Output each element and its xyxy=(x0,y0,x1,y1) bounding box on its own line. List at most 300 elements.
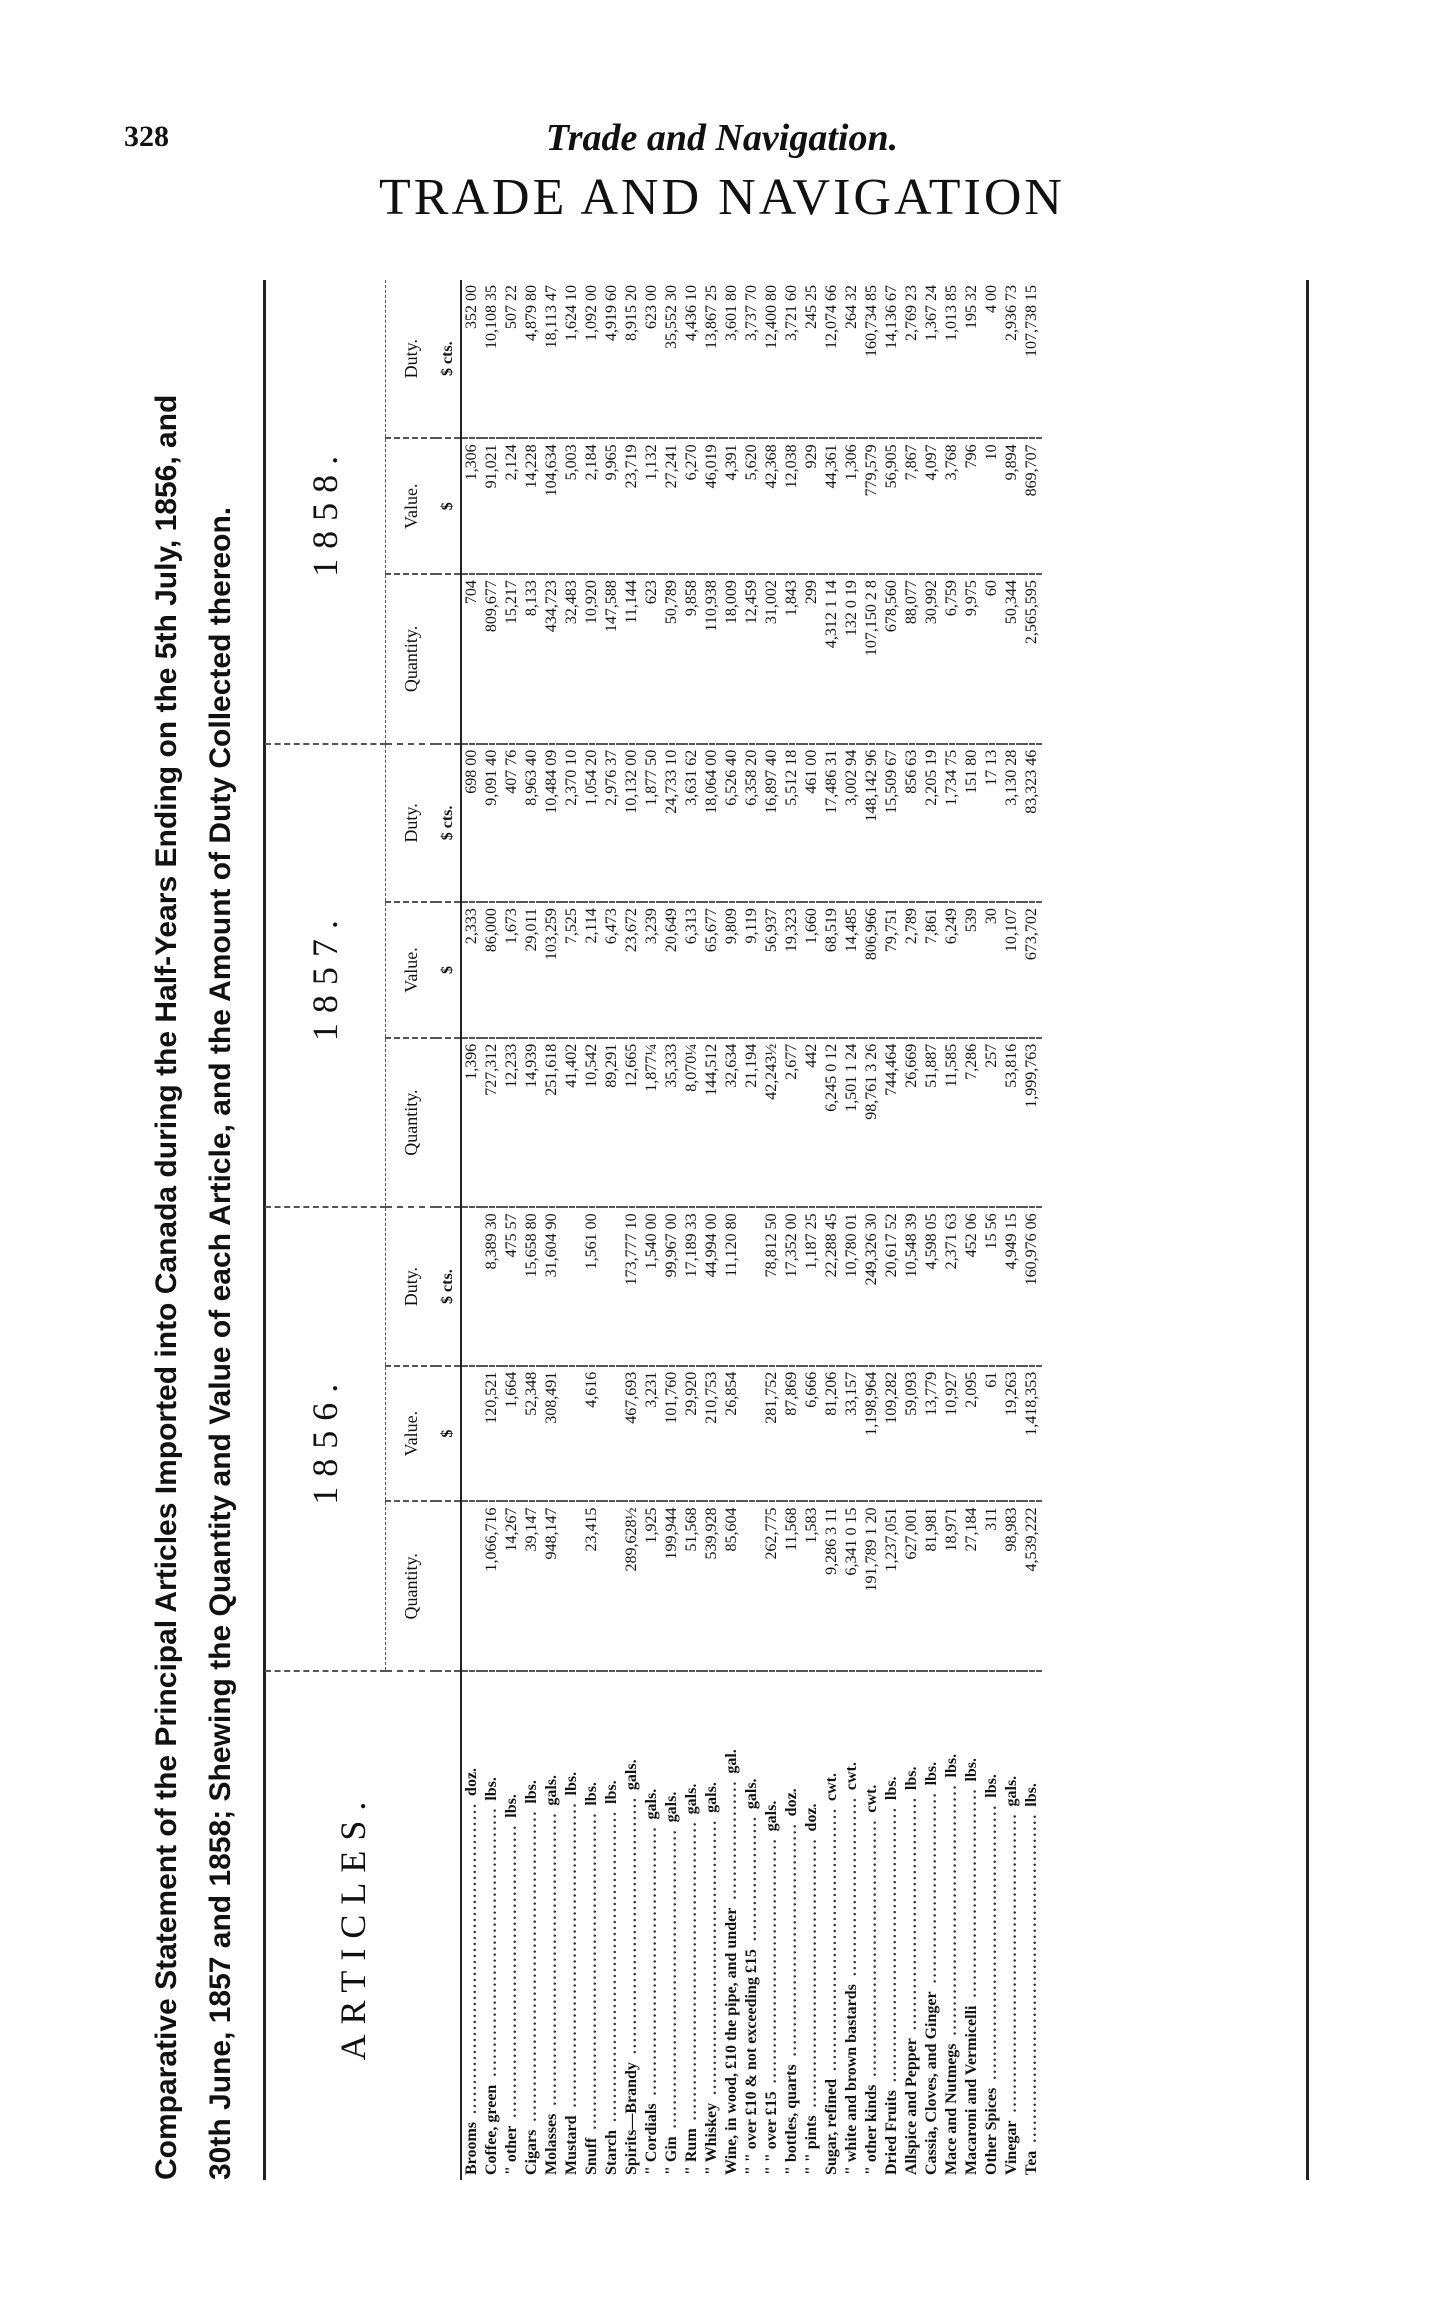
quantity-1856-cell xyxy=(562,1501,582,1671)
leader-dots: ..................................................... xyxy=(583,1805,600,2136)
value-unit: $ xyxy=(436,438,461,574)
duty-1857-cell: 151 80 xyxy=(962,744,982,902)
article-name: " bottles, quarts xyxy=(783,2064,800,2175)
leader-dots: ........................................... xyxy=(623,1790,640,2061)
leader-dots: ................................................. xyxy=(503,1817,520,2124)
article-name: " " pints xyxy=(803,2115,820,2175)
article-cell xyxy=(461,1671,482,2180)
quantity-1857-cell: 251,618 xyxy=(542,1038,562,1208)
duty-1856-cell: 4,598 05 xyxy=(922,1207,942,1365)
quantity-1858-cell: 6,759 xyxy=(942,574,962,744)
value-1858-cell: 104,634 xyxy=(542,438,562,574)
value-1857-cell: 6,473 xyxy=(602,902,622,1038)
leader-dots: .................................................. xyxy=(683,1814,700,2127)
article-unit: lbs. xyxy=(603,1780,620,1804)
quantity-1857-cell: 1,877¼ xyxy=(642,1038,662,1208)
value-1858-cell: 3,768 xyxy=(942,438,962,574)
value-1857-cell: 6,313 xyxy=(682,902,702,1038)
quantity-1856-cell: 9,286 3 11 xyxy=(822,1501,842,1671)
article-cell xyxy=(902,1671,922,2180)
value-1857-cell: 30 xyxy=(982,902,1002,1038)
value-1856-cell: 26,854 xyxy=(722,1366,742,1502)
quantity-1856-cell: 18,971 xyxy=(942,1501,962,1671)
quantity-1857-cell: 744,464 xyxy=(882,1038,902,1208)
duty-1858-cell: 14,136 67 xyxy=(882,280,902,438)
value-1856-cell: 467,693 xyxy=(622,1366,642,1502)
article-name: " other xyxy=(503,2125,520,2175)
duty-1856-cell: 160,976 06 xyxy=(1022,1207,1042,1365)
value-1857-cell: 673,702 xyxy=(1022,902,1042,1038)
article-unit: lbs. xyxy=(963,1757,980,1782)
article-unit: cwt. xyxy=(823,1773,840,1801)
value-1856-cell: 308,491 xyxy=(542,1366,562,1502)
value-1858-cell: 6,270 xyxy=(682,438,702,574)
article-cell xyxy=(502,1671,522,2180)
article-name: " Gin xyxy=(663,2136,680,2175)
duty-1858-cell: 1,013 85 xyxy=(942,280,962,438)
table-row xyxy=(722,280,742,2180)
value-unit: $ xyxy=(436,902,461,1038)
leader-dots: ......................................... xyxy=(763,1831,780,2090)
quantity-1857-cell: 51,887 xyxy=(922,1038,942,1208)
value-unit: $ xyxy=(436,1366,461,1502)
quantity-1858-cell: 10,920 xyxy=(582,574,602,744)
value-header: Value. xyxy=(386,438,437,574)
value-1858-cell: 7,867 xyxy=(902,438,922,574)
article-unit: cwt. xyxy=(843,1762,860,1791)
article-name: Vinegar xyxy=(1003,2120,1020,2175)
duty-1858-cell: 3,737 70 xyxy=(742,280,762,438)
duty-1858-cell: 13,867 25 xyxy=(702,280,722,438)
leader-dots: ............................................. xyxy=(643,1819,660,2102)
duty-1858-cell: 264 32 xyxy=(842,280,862,438)
duty-1856-cell xyxy=(562,1207,582,1365)
quantity-1858-cell: 132 0 19 xyxy=(842,574,862,744)
quantity-1856-cell: 98,983 xyxy=(1002,1501,1022,1671)
quantity-1858-cell: 9,975 xyxy=(962,574,982,744)
value-1856-cell: 1,198,964 xyxy=(862,1366,882,1502)
article-unit: lbs. xyxy=(983,1774,1000,1798)
article-cell xyxy=(842,1671,862,2180)
caption-line-2: 30th June, 1857 and 1858; Shewing the Quantity and Value of each Article, and the Amount of Duty Collected thereon. xyxy=(204,506,237,2180)
table-row xyxy=(522,280,542,2180)
quantity-1857-cell: 12,665 xyxy=(622,1038,642,1208)
quantity-1856-cell: 39,147 xyxy=(522,1501,542,1671)
table-row xyxy=(782,280,802,2180)
quantity-1857-cell: 1,396 xyxy=(461,1038,482,1208)
table-row xyxy=(602,280,622,2180)
duty-1858-cell: 10,108 35 xyxy=(482,280,502,438)
value-1857-cell: 23,672 xyxy=(622,902,642,1038)
quantity-1856-cell: 1,925 xyxy=(642,1501,662,1671)
quantity-1856-cell: 262,775 xyxy=(762,1501,782,1671)
duty-1856-cell: 475 57 xyxy=(502,1207,522,1365)
quantity-1858-cell: 18,009 xyxy=(722,574,742,744)
duty-1857-cell: 9,091 40 xyxy=(482,744,502,902)
table-row xyxy=(882,280,902,2180)
value-1858-cell: 56,905 xyxy=(882,438,902,574)
value-1858-cell: 2,124 xyxy=(502,438,522,574)
value-1857-cell: 3,239 xyxy=(642,902,662,1038)
value-1857-cell: 20,649 xyxy=(662,902,682,1038)
duty-1856-cell: 2,371 63 xyxy=(942,1207,962,1365)
quantity-1858-cell: 50,344 xyxy=(1002,574,1022,744)
table-caption xyxy=(140,280,248,2180)
quantity-1857-cell: 7,286 xyxy=(962,1038,982,1208)
value-1857-cell: 68,519 xyxy=(822,902,842,1038)
quantity-header: Quantity. xyxy=(386,1501,437,1671)
value-1856-cell xyxy=(742,1366,762,1502)
article-unit: doz. xyxy=(463,1767,480,1796)
value-1856-cell: 59,093 xyxy=(902,1366,922,1502)
duty-1856-cell xyxy=(602,1207,622,1365)
quantity-1857-cell: 6,245 0 12 xyxy=(822,1038,842,1208)
leader-dots: ............................................. xyxy=(803,1831,820,2114)
table-body xyxy=(461,280,1042,2180)
article-name: Cigars xyxy=(523,2129,540,2175)
duty-1858-cell: 195 32 xyxy=(962,280,982,438)
duty-1856-cell xyxy=(461,1207,482,1365)
quantity-1858-cell: 1,843 xyxy=(782,574,802,744)
duty-1858-cell: 4,436 10 xyxy=(682,280,702,438)
duty-1856-cell xyxy=(742,1207,762,1365)
value-1857-cell: 1,673 xyxy=(502,902,522,1038)
quantity-1857-cell: 257 xyxy=(982,1038,1002,1208)
duty-header: Duty. xyxy=(386,1207,437,1365)
quantity-1858-cell: 31,002 xyxy=(762,574,782,744)
duty-1858-cell: 352 00 xyxy=(461,280,482,438)
article-cell xyxy=(602,1671,622,2180)
value-1858-cell: 9,894 xyxy=(1002,438,1022,574)
value-1857-cell: 7,525 xyxy=(562,902,582,1038)
value-1856-cell: 2,095 xyxy=(962,1366,982,1502)
duty-1856-cell: 17,352 00 xyxy=(782,1207,802,1365)
duty-1858-cell: 8,915 20 xyxy=(622,280,642,438)
article-cell xyxy=(962,1671,982,2180)
article-cell xyxy=(802,1671,822,2180)
duty-unit: $ cts. xyxy=(436,744,461,902)
value-1857-cell: 14,485 xyxy=(842,902,862,1038)
duty-1858-cell: 2,769 23 xyxy=(902,280,922,438)
table-row xyxy=(482,280,502,2180)
quantity-1858-cell: 110,938 xyxy=(702,574,722,744)
article-name: Molasses xyxy=(543,2113,560,2175)
quantity-1858-cell: 8,133 xyxy=(522,574,542,744)
value-1856-cell: 61 xyxy=(982,1366,1002,1502)
value-1856-cell: 3,231 xyxy=(642,1366,662,1502)
table-row xyxy=(822,280,842,2180)
duty-1856-cell: 31,604 90 xyxy=(542,1207,562,1365)
duty-1857-cell: 8,963 40 xyxy=(522,744,542,902)
article-unit: gals. xyxy=(763,1800,780,1832)
leader-dots: .............................................. xyxy=(703,1812,720,2101)
duty-1857-cell: 10,484 09 xyxy=(542,744,562,902)
duty-1857-cell: 1,734 75 xyxy=(942,744,962,902)
duty-1856-cell: 78,812 50 xyxy=(762,1207,782,1365)
article-unit: gals. xyxy=(703,1782,720,1813)
table-row xyxy=(461,280,482,2180)
quantity-1858-cell: 147,588 xyxy=(602,574,622,744)
quantity-1858-cell: 88,077 xyxy=(902,574,922,744)
leader-dots: .................................................... xyxy=(603,1803,620,2128)
duty-1858-cell: 35,552 30 xyxy=(662,280,682,438)
articles-header: ARTICLES. xyxy=(332,1791,373,2061)
leader-dots: ............................................ xyxy=(823,1800,840,2077)
comparative-table-wrap xyxy=(265,280,1042,2180)
duty-1857-cell: 17,486 31 xyxy=(822,744,842,902)
quantity-1858-cell: 299 xyxy=(802,574,822,744)
article-cell xyxy=(982,1671,1002,2180)
table-row xyxy=(1022,280,1042,2180)
article-unit: lbs. xyxy=(883,1776,900,1801)
quantity-1856-cell: 51,568 xyxy=(682,1501,702,1671)
quantity-1857-cell: 144,512 xyxy=(702,1038,722,1208)
quantity-1856-cell: 289,628½ xyxy=(622,1501,642,1671)
value-1856-cell: 101,760 xyxy=(662,1366,682,1502)
table-row xyxy=(582,280,602,2180)
quantity-1856-cell: 27,184 xyxy=(962,1501,982,1671)
table-row xyxy=(842,280,862,2180)
value-1858-cell: 2,184 xyxy=(582,438,602,574)
article-unit: gals. xyxy=(683,1783,700,1815)
duty-unit: $ cts. xyxy=(436,1207,461,1365)
value-1858-cell: 779,579 xyxy=(862,438,882,574)
duty-1857-cell: 1,877 50 xyxy=(642,744,662,902)
table-row xyxy=(802,280,822,2180)
quantity-header: Quantity. xyxy=(386,574,437,744)
duty-1858-cell: 4,919 60 xyxy=(602,280,622,438)
quantity-1858-cell: 32,483 xyxy=(562,574,582,744)
article-cell xyxy=(482,1671,502,2180)
duty-1858-cell: 507 22 xyxy=(502,280,522,438)
quantity-1856-cell: 23,415 xyxy=(582,1501,602,1671)
article-name: " Cordials xyxy=(643,2103,660,2175)
duty-1856-cell: 1,561 00 xyxy=(582,1207,602,1365)
article-name: Brooms xyxy=(463,2121,480,2175)
duty-1857-cell: 15,509 67 xyxy=(882,744,902,902)
duty-1857-cell: 461 00 xyxy=(802,744,822,902)
quantity-1858-cell: 30,992 xyxy=(922,574,942,744)
value-1858-cell: 1,306 xyxy=(461,438,482,574)
table-bottom-rule xyxy=(1306,280,1309,2180)
year-header-1856: 1856. xyxy=(265,1207,386,1671)
article-name: " Rum xyxy=(683,2128,700,2175)
duty-1856-cell: 20,617 52 xyxy=(882,1207,902,1365)
table-row xyxy=(562,280,582,2180)
article-cell xyxy=(542,1671,562,2180)
article-cell xyxy=(722,1671,742,2180)
duty-1856-cell: 1,540 00 xyxy=(642,1207,662,1365)
value-1856-cell: 87,869 xyxy=(782,1366,802,1502)
duty-1858-cell: 1,624 10 xyxy=(562,280,582,438)
article-unit: lbs. xyxy=(483,1777,500,1801)
duty-1858-cell: 3,601 80 xyxy=(722,280,742,438)
duty-1857-cell: 407 76 xyxy=(502,744,522,902)
article-cell xyxy=(942,1671,962,2180)
duty-1858-cell: 4 00 xyxy=(982,280,1002,438)
leader-dots: .............................................. xyxy=(983,1797,1000,2086)
value-1857-cell: 1,660 xyxy=(802,902,822,1038)
duty-1858-cell: 245 25 xyxy=(802,280,822,438)
article-name: Allspice and Pepper xyxy=(903,2038,920,2175)
quantity-1858-cell: 809,677 xyxy=(482,574,502,744)
rotated-table-block xyxy=(140,280,1340,2180)
article-cell xyxy=(582,1671,602,2180)
quantity-1856-cell: 81,981 xyxy=(922,1501,942,1671)
value-1856-cell: 210,753 xyxy=(702,1366,722,1502)
duty-1858-cell: 2,936 73 xyxy=(1002,280,1022,438)
article-name: " other kinds xyxy=(863,2084,880,2175)
duty-1858-cell: 1,092 00 xyxy=(582,280,602,438)
quantity-1856-cell: 85,604 xyxy=(722,1501,742,1671)
duty-1857-cell: 16,897 40 xyxy=(762,744,782,902)
table-row xyxy=(502,280,522,2180)
quantity-1857-cell: 21,194 xyxy=(742,1038,762,1208)
quantity-1856-cell: 199,944 xyxy=(662,1501,682,1671)
article-cell xyxy=(742,1671,762,2180)
quantity-1856-cell: 14,267 xyxy=(502,1501,522,1671)
duty-1858-cell: 1,367 24 xyxy=(922,280,942,438)
duty-1857-cell: 10,132 00 xyxy=(622,744,642,902)
quantity-1856-cell xyxy=(461,1501,482,1671)
article-unit: gals. xyxy=(543,1775,560,1806)
duty-1856-cell: 17,189 33 xyxy=(682,1207,702,1365)
quantity-1856-cell: 1,583 xyxy=(802,1501,822,1671)
caption-line-1: Comparative Statement of the Principal Articles Imported into Canada during the Half-Years Ending on the 5th July, 1856, and xyxy=(150,394,183,2180)
quantity-1858-cell: 11,144 xyxy=(622,574,642,744)
duty-1858-cell: 12,074 66 xyxy=(822,280,842,438)
leader-dots: .................................................... xyxy=(523,1803,540,2128)
value-1856-cell: 281,752 xyxy=(762,1366,782,1502)
table-row xyxy=(1002,280,1022,2180)
table-row xyxy=(742,280,762,2180)
value-1857-cell: 9,119 xyxy=(742,902,762,1038)
article-cell xyxy=(822,1671,842,2180)
duty-1857-cell: 856 63 xyxy=(902,744,922,902)
duty-1856-cell: 15,658 80 xyxy=(522,1207,542,1365)
quantity-1857-cell: 42,243½ xyxy=(762,1038,782,1208)
article-unit: lbs. xyxy=(583,1782,600,1806)
article-name: Snuff xyxy=(583,2137,600,2175)
quantity-1857-cell: 1,999,763 xyxy=(1022,1038,1042,1208)
quantity-1856-cell: 1,066,716 xyxy=(482,1501,502,1671)
article-unit: cwt. xyxy=(863,1784,880,1813)
quantity-1857-cell: 8,070¼ xyxy=(682,1038,702,1208)
quantity-1857-cell: 10,542 xyxy=(582,1038,602,1208)
value-1856-cell: 33,157 xyxy=(842,1366,862,1502)
table-row xyxy=(902,280,922,2180)
value-1856-cell: 19,263 xyxy=(1002,1366,1022,1502)
article-name: " Whiskey xyxy=(703,2102,720,2175)
quantity-1856-cell: 948,147 xyxy=(542,1501,562,1671)
article-unit: lbs. xyxy=(943,1753,960,1778)
duty-1856-cell: 452 06 xyxy=(962,1207,982,1365)
unit-blank xyxy=(436,1038,461,1208)
duty-1857-cell: 83,323 46 xyxy=(1022,744,1042,902)
article-cell xyxy=(862,1671,882,2180)
value-1858-cell: 5,003 xyxy=(562,438,582,574)
value-1857-cell: 2,789 xyxy=(902,902,922,1038)
duty-1857-cell: 18,064 00 xyxy=(702,744,722,902)
duty-1857-cell: 3,631 62 xyxy=(682,744,702,902)
article-name: Dried Fruits xyxy=(883,2090,900,2175)
leader-dots: .......................................... xyxy=(943,1777,960,2042)
duty-1857-cell: 698 00 xyxy=(461,744,482,902)
quantity-header: Quantity. xyxy=(386,1038,437,1208)
leader-dots: .............................................. xyxy=(883,1800,900,2089)
value-1858-cell: 796 xyxy=(962,438,982,574)
duty-1856-cell: 173,777 10 xyxy=(622,1207,642,1365)
quantity-1857-cell: 32,634 xyxy=(722,1038,742,1208)
value-1857-cell: 806,966 xyxy=(862,902,882,1038)
article-unit: lbs. xyxy=(503,1794,520,1818)
duty-1857-cell: 6,526 40 xyxy=(722,744,742,902)
leader-dots: .............................. xyxy=(843,1790,860,1983)
value-1857-cell: 10,107 xyxy=(1002,902,1022,1038)
quantity-1857-cell: 1,501 1 24 xyxy=(842,1038,862,1208)
leader-dots: ........................................... xyxy=(863,1812,880,2083)
article-unit: doz. xyxy=(803,1803,820,1832)
value-1857-cell: 9,809 xyxy=(722,902,742,1038)
value-1858-cell: 46,019 xyxy=(702,438,722,574)
quantity-1857-cell: 35,333 xyxy=(662,1038,682,1208)
value-1856-cell xyxy=(461,1366,482,1502)
duty-1857-cell: 3,130 28 xyxy=(1002,744,1022,902)
quantity-1857-cell: 12,233 xyxy=(502,1038,522,1208)
quantity-1857-cell: 41,402 xyxy=(562,1038,582,1208)
article-cell xyxy=(1002,1671,1022,2180)
value-header: Value. xyxy=(386,1366,437,1502)
quantity-1857-cell: 53,816 xyxy=(1002,1038,1022,1208)
value-1856-cell: 120,521 xyxy=(482,1366,502,1502)
duty-header: Duty. xyxy=(386,744,437,902)
quantity-1858-cell: 15,217 xyxy=(502,574,522,744)
quantity-1858-cell: 9,858 xyxy=(682,574,702,744)
article-unit: gals. xyxy=(743,1778,760,1810)
value-1857-cell: 2,114 xyxy=(582,902,602,1038)
year-header-1858: 1858. xyxy=(265,280,386,744)
article-cell xyxy=(882,1671,902,2180)
article-name: Cassia, Cloves, and Ginger xyxy=(923,1991,940,2175)
value-1856-cell: 10,927 xyxy=(942,1366,962,1502)
article-unit: gal. xyxy=(723,1749,740,1774)
duty-1856-cell: 10,548 39 xyxy=(902,1207,922,1365)
article-unit: gals. xyxy=(663,1791,680,1823)
article-unit: lbs. xyxy=(523,1780,540,1804)
value-1858-cell: 12,038 xyxy=(782,438,802,574)
value-1856-cell: 6,666 xyxy=(802,1366,822,1502)
value-1858-cell: 869,707 xyxy=(1022,438,1042,574)
table-row xyxy=(942,280,962,2180)
leader-dots: ............................................. xyxy=(483,1800,500,2083)
quantity-1857-cell: 89,291 xyxy=(602,1038,622,1208)
quantity-1858-cell: 678,560 xyxy=(882,574,902,744)
article-unit: doz. xyxy=(783,1788,800,1817)
value-1858-cell: 929 xyxy=(802,438,822,574)
duty-1858-cell: 623 00 xyxy=(642,280,662,438)
quantity-1856-cell xyxy=(742,1501,762,1671)
leader-dots: ....................................................... xyxy=(1023,1806,1040,2149)
value-1856-cell: 4,616 xyxy=(582,1366,602,1502)
article-name: Starch xyxy=(603,2129,620,2175)
value-1857-cell: 65,677 xyxy=(702,902,722,1038)
duty-1856-cell: 8,389 30 xyxy=(482,1207,502,1365)
quantity-1856-cell: 539,928 xyxy=(702,1501,722,1671)
quantity-1856-cell: 6,341 0 15 xyxy=(842,1501,862,1671)
leader-dots: .................... xyxy=(723,1773,740,1906)
quantity-1858-cell: 4,312 1 14 xyxy=(822,574,842,744)
duty-1858-cell: 3,721 60 xyxy=(782,280,802,438)
